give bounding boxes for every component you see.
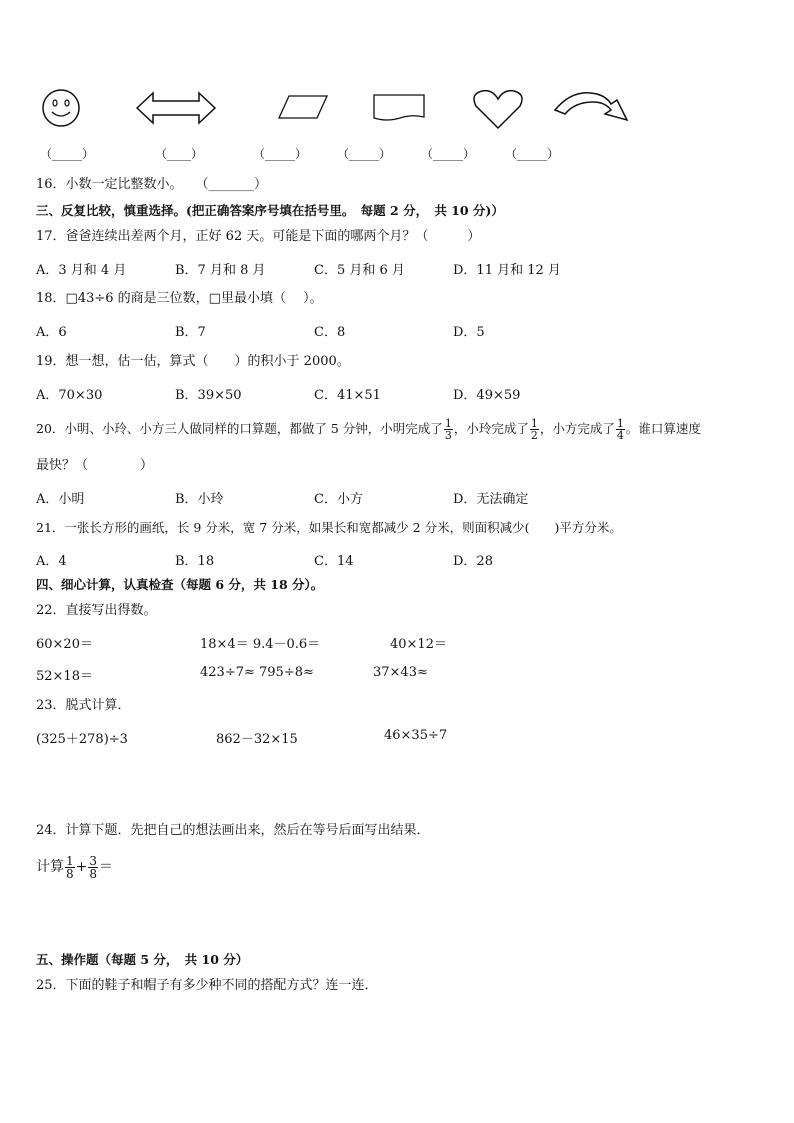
question-24: 24．计算下题．先把自己的想法画出来，然后在等号后面写出结果． — [36, 823, 430, 838]
curved-arrow-icon — [553, 86, 633, 124]
question-23: 23．脱式计算． — [36, 698, 131, 713]
q20-text-1: 20．小明、小玲、小方三人做同样的口算题，都做了 5 分钟，小明完成了 — [36, 421, 443, 436]
section-4-heading: 四、细心计算，认真检查（每题 6 分，共 18 分）。 — [36, 577, 324, 592]
option-a[interactable]: A．3 月和 4 月 — [36, 263, 127, 278]
calc-item: 52×18＝ — [36, 669, 93, 684]
option-d[interactable]: D．49×59 — [453, 388, 521, 403]
equals-sign: ＝ — [99, 859, 114, 875]
option-d[interactable]: D．5 — [453, 325, 485, 340]
calc-prefix: 计算 — [36, 859, 64, 875]
option-a[interactable]: A．70×30 — [36, 388, 103, 403]
answer-blank[interactable]: （_____） — [337, 147, 392, 161]
calc-item: 423÷7≈ 795÷8≈ — [200, 665, 314, 680]
question-22: 22．直接写出得数。 — [36, 603, 157, 618]
section-3-heading: 三、反复比较，慎重选择。(把正确答案序号填在括号里。 每题 2 分， 共 10 分)） — [36, 203, 504, 218]
calc-item: (325＋278)÷3 — [36, 732, 128, 747]
option-c[interactable]: C．14 — [314, 554, 354, 569]
fraction-one-half: $\frac{1}{2}$ — [530, 417, 538, 442]
calc-item: 18×4＝ 9.4－0.6＝ — [200, 637, 321, 652]
flag-icon — [372, 92, 426, 124]
fraction-one-eighth: $\frac{1}{8}$ — [66, 853, 74, 881]
option-a[interactable]: A．6 — [36, 325, 67, 340]
option-c[interactable]: C．小方 — [314, 492, 363, 507]
option-b[interactable]: B．7 — [175, 325, 206, 340]
option-b[interactable]: B．18 — [175, 554, 215, 569]
question-25: 25．下面的鞋子和帽子有多少种不同的搭配方式？连一连． — [36, 978, 378, 993]
calc-item: 40×12＝ — [390, 637, 447, 652]
section-5-heading: 五、操作题（每题 5 分， 共 10 分） — [36, 952, 249, 967]
calc-item: 46×35÷7 — [384, 728, 448, 743]
question-19: 19．想一想，估一估，算式（ ）的积小于 2000。 — [36, 354, 350, 369]
option-a[interactable]: A．4 — [36, 554, 67, 569]
parallelogram-icon — [277, 94, 329, 120]
question-16: 16．小数一定比整数小。 （_______） — [36, 177, 268, 192]
option-d[interactable]: D．无法确定 — [453, 492, 529, 507]
smiley-face-icon — [40, 88, 82, 128]
q24-expression — [36, 853, 113, 881]
answer-blank[interactable]: （_____） — [40, 147, 95, 161]
question-17: 17．爸爸连续出差两个月，正好 62 天。可能是下面的哪两个月？（ ） — [36, 229, 481, 244]
fraction-one-third: $\frac{1}{3}$ — [444, 417, 452, 442]
option-b[interactable]: B．小玲 — [175, 492, 224, 507]
option-a[interactable]: A．小明 — [36, 492, 85, 507]
fraction-three-eighths: $\frac{3}{8}$ — [89, 853, 98, 881]
question-18: 18．□43÷6 的商是三位数，□里最小填（ ）。 — [36, 291, 323, 306]
heart-icon — [472, 88, 524, 130]
option-c[interactable]: C．41×51 — [314, 388, 381, 403]
q20-text-4: 。谁口算速度 — [625, 421, 701, 436]
q20-text-2: ，小玲完成了 — [453, 421, 529, 436]
question-21: 21．一张长方形的画纸，长 9 分米，宽 7 分米，如果长和宽都减少 2 分米，则面积减少( )平方分米。 — [36, 520, 622, 535]
option-d[interactable]: D．11 月和 12 月 — [453, 263, 561, 278]
answer-blank[interactable]: （____） — [155, 147, 204, 161]
option-c[interactable]: C．5 月和 6 月 — [314, 263, 405, 278]
option-c[interactable]: C．8 — [314, 325, 346, 340]
plus-sign: + — [75, 859, 88, 875]
option-b[interactable]: B．7 月和 8 月 — [175, 263, 266, 278]
q20-text-3: ，小方完成了 — [539, 421, 615, 436]
answer-blank[interactable]: （_____） — [505, 147, 560, 161]
answer-blank[interactable]: （_____） — [253, 147, 308, 161]
fraction-one-quarter: $\frac{1}{4}$ — [616, 417, 624, 442]
question-20-line-2: 最快？（ ） — [36, 458, 154, 473]
calc-item: 37×43≈ — [373, 665, 428, 680]
double-arrow-icon — [135, 90, 217, 126]
answer-blank[interactable]: （_____） — [421, 147, 476, 161]
calc-item: 60×20＝ — [36, 637, 93, 652]
option-b[interactable]: B．39×50 — [175, 388, 242, 403]
option-d[interactable]: D．28 — [453, 554, 493, 569]
question-20 — [36, 418, 701, 441]
calc-item: 862－32×15 — [216, 732, 298, 747]
